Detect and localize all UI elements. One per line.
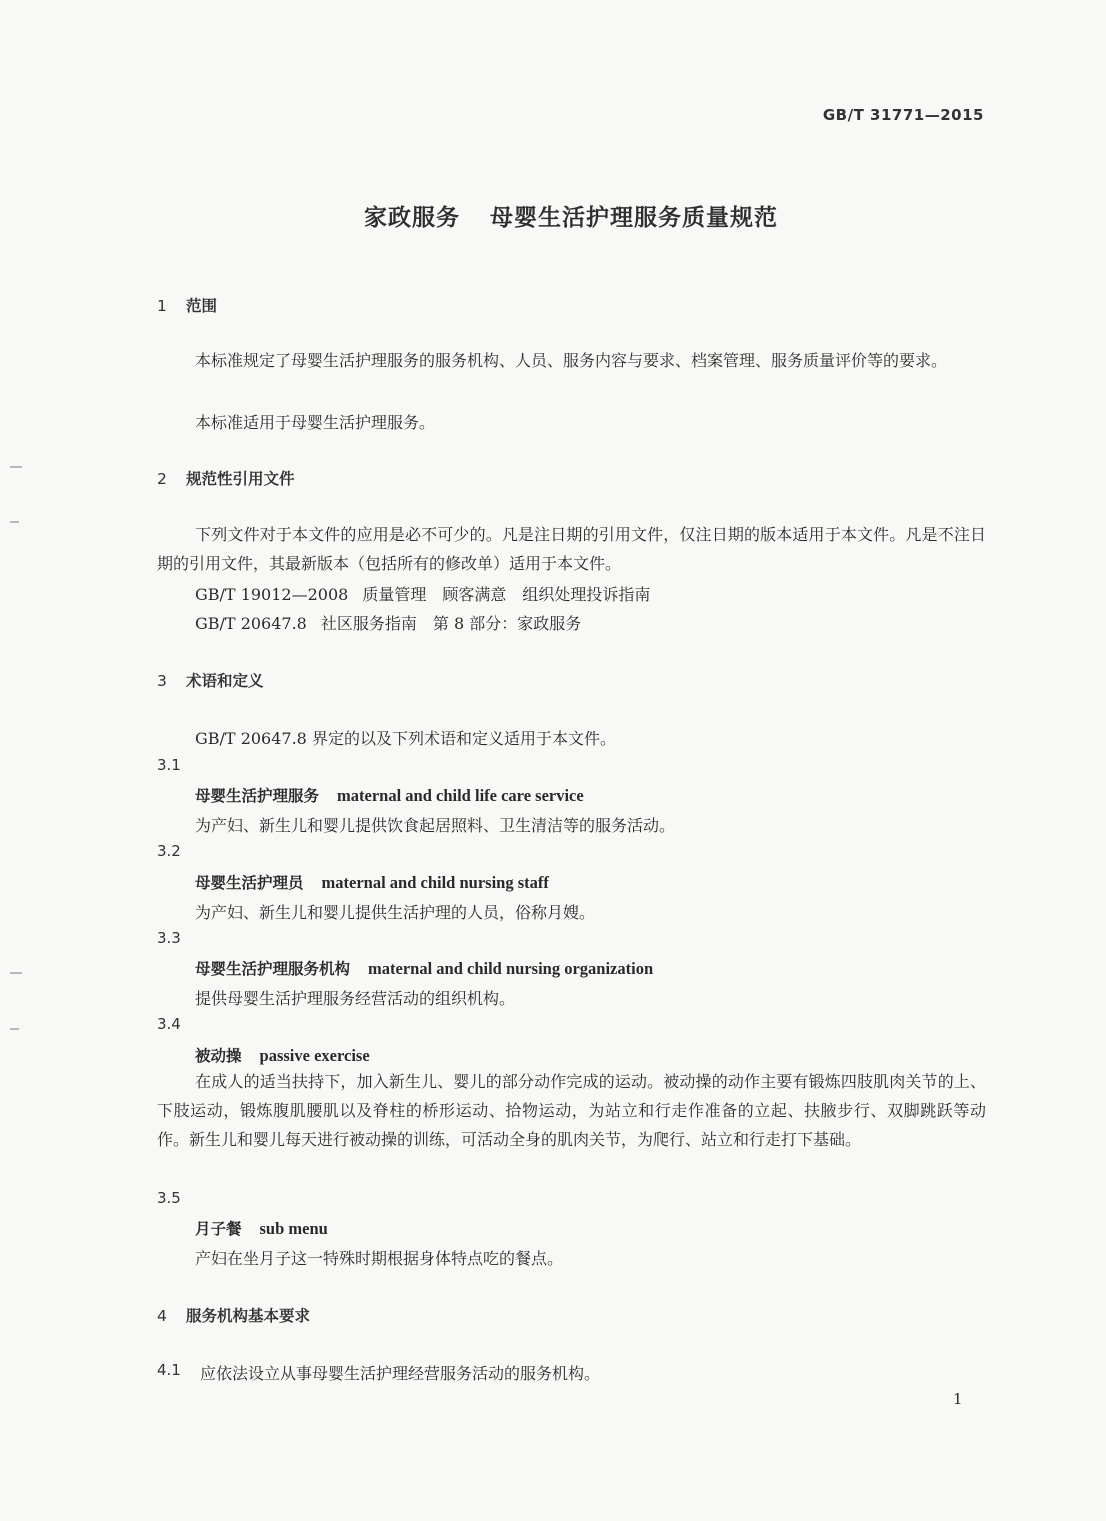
section-1-paragraph-1 (157, 346, 986, 375)
term-number: 3.2 (157, 842, 181, 860)
section-number: 2 (157, 470, 167, 488)
term-heading (195, 1217, 328, 1239)
section-3-intro: GB/T 20647.8 界定的以及下列术语和定义适用于本文件。 (195, 729, 616, 748)
scan-mark (10, 466, 22, 468)
reference-title: 社区服务指南 第 8 部分：家政服务 (320, 614, 582, 633)
term-heading (195, 957, 653, 979)
clause-number: 4.1 (157, 1361, 181, 1379)
term-definition: 为产妇、新生儿和婴儿提供饮食起居照料、卫生清洁等的服务活动。 (195, 816, 676, 835)
section-title: 规范性引用文件 (186, 470, 295, 488)
scan-mark (10, 521, 19, 523)
term-en: passive exercise (259, 1046, 370, 1065)
title-part-2: 母婴生活护理服务质量规范 (490, 205, 778, 231)
section-title: 服务机构基本要求 (186, 1307, 311, 1325)
document-title (0, 199, 1106, 232)
term-heading (195, 871, 549, 893)
term-number: 3.5 (157, 1189, 181, 1207)
term-en: sub menu (259, 1219, 328, 1238)
reference-code: GB/T 20647.8 (195, 614, 307, 633)
section-title: 范围 (186, 297, 218, 315)
paragraph-text: 在成人的适当扶持下，加入新生儿、婴儿的部分动作完成的运动。被动操的动作主要有锻炼四肢肌肉关节的上、下肢运动，锻炼腹肌腰肌以及脊柱的桥形运动、拾物运动，为站立和行走作准备的立起、扶腋步行、双脚跳跃等动作。新生儿和婴儿每天进行被动操的训练，可活动全身的肌肉关节，为爬行、站立和行走打下基础。 (157, 1072, 986, 1149)
scan-mark (10, 972, 22, 974)
term-definition: 产妇在坐月子这一特殊时期根据身体特点吃的餐点。 (195, 1249, 564, 1268)
clause-text: 应依法设立从事母婴生活护理经营服务活动的服务机构。 (200, 1364, 601, 1383)
term-zh: 母婴生活护理服务机构 (195, 960, 351, 978)
section-2-paragraph (157, 520, 986, 578)
section-1-paragraph-2: 本标准适用于母婴生活护理服务。 (195, 413, 436, 432)
reference-title: 质量管理 顾客满意 组织处理投诉指南 (362, 585, 651, 604)
term-definition: 为产妇、新生儿和婴儿提供生活护理的人员，俗称月嫂。 (195, 903, 596, 922)
title-part-1: 家政服务 (364, 205, 460, 231)
term-en: maternal and child life care service (337, 786, 584, 805)
section-number: 3 (157, 672, 167, 690)
term-zh: 月子餐 (195, 1220, 242, 1238)
term-zh: 被动操 (195, 1047, 242, 1065)
page-number: 1 (953, 1390, 963, 1408)
term-number: 3.1 (157, 756, 181, 774)
term-en: maternal and child nursing organization (368, 959, 654, 978)
section-number: 4 (157, 1307, 167, 1325)
standard-number: GB/T 31771—2015 (822, 106, 984, 124)
term-zh: 母婴生活护理服务 (195, 787, 320, 805)
section-2-heading (157, 467, 295, 489)
reference-item (195, 582, 650, 605)
term-heading (195, 1044, 370, 1066)
term-en: maternal and child nursing staff (321, 873, 549, 892)
section-4-heading (157, 1304, 310, 1326)
term-zh: 母婴生活护理员 (195, 874, 304, 892)
reference-code: GB/T 19012—2008 (195, 585, 349, 604)
term-definition: 提供母婴生活护理服务经营活动的组织机构。 (195, 989, 516, 1008)
term-number: 3.3 (157, 929, 181, 947)
scan-mark (10, 1028, 19, 1030)
term-number: 3.4 (157, 1015, 181, 1033)
term-definition (157, 1067, 986, 1154)
section-title: 术语和定义 (186, 672, 264, 690)
paragraph-text: 下列文件对于本文件的应用是必不可少的。凡是注日期的引用文件，仅注日期的版本适用于本文件。凡是不注日期的引用文件，其最新版本（包括所有的修改单）适用于本文件。 (157, 525, 986, 573)
section-1-heading (157, 294, 217, 316)
term-heading (195, 784, 584, 806)
paragraph-text: 本标准规定了母婴生活护理服务的服务机构、人员、服务内容与要求、档案管理、服务质量评价等的要求。 (195, 351, 948, 370)
reference-item (195, 611, 581, 634)
section-3-heading (157, 669, 264, 691)
section-number: 1 (157, 297, 167, 315)
